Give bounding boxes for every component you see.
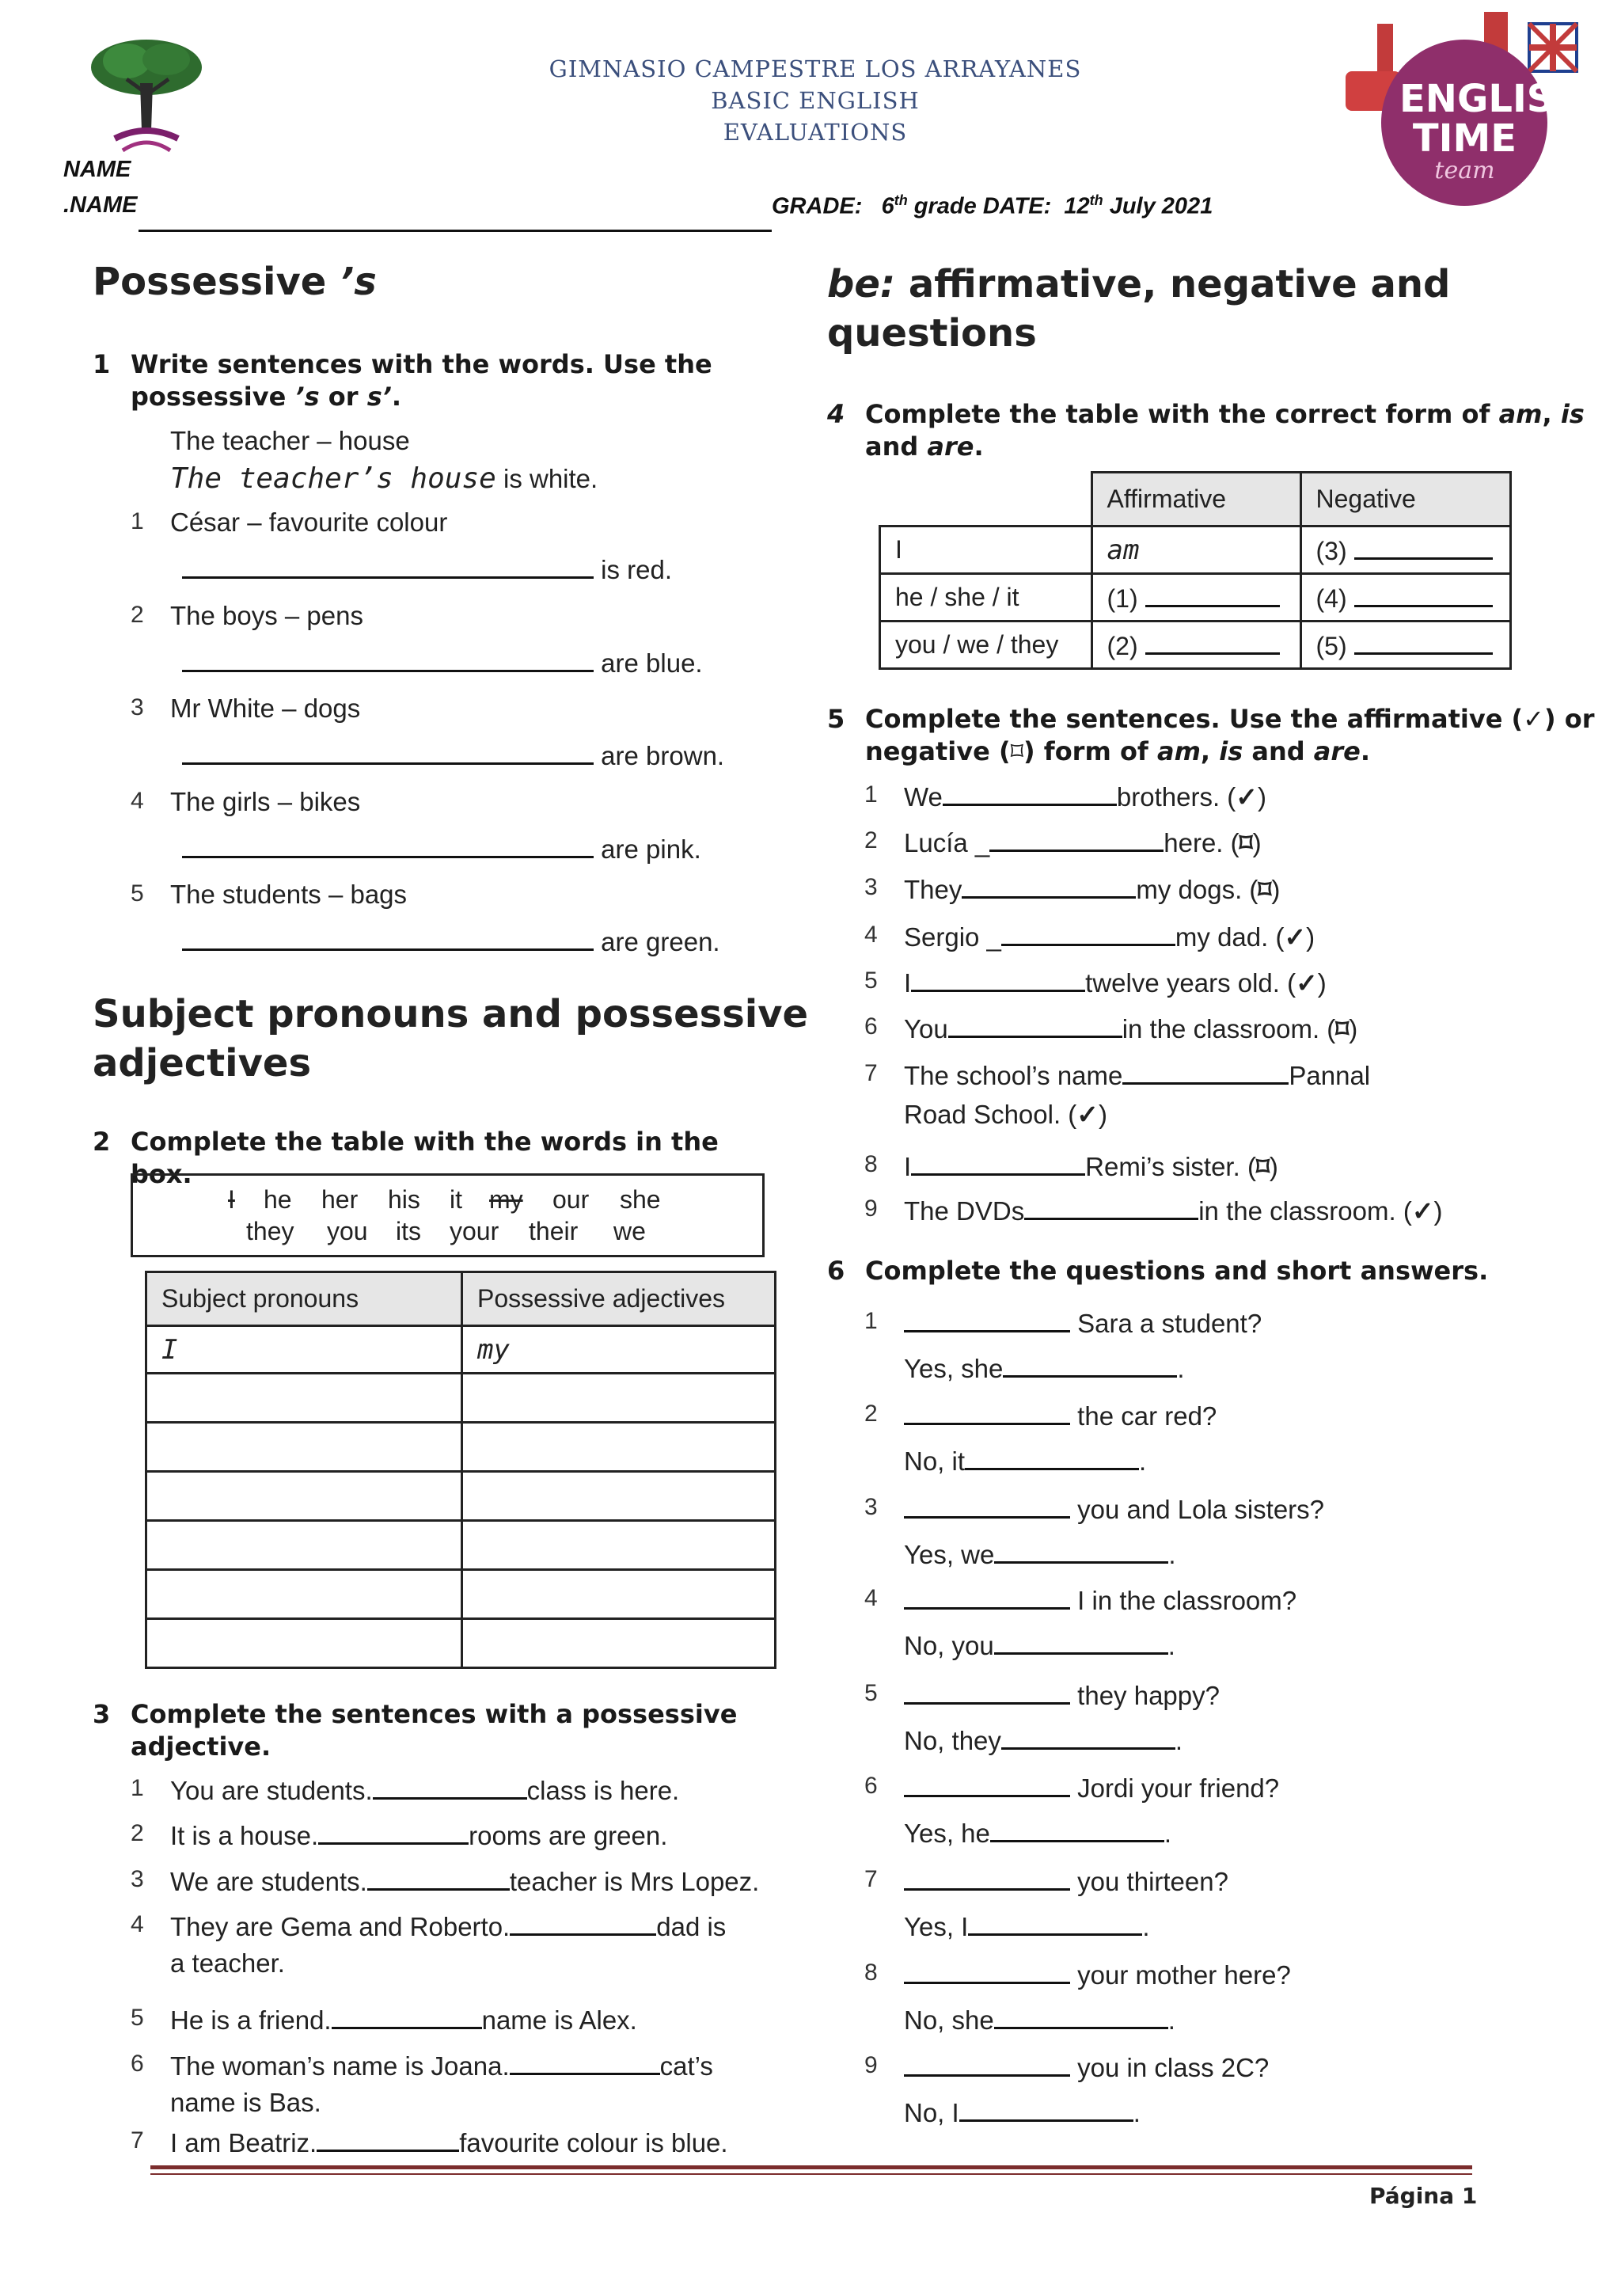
english-time-logo bbox=[1346, 8, 1586, 210]
answer-blank[interactable] bbox=[904, 1306, 1070, 1332]
item-number: 4 bbox=[131, 788, 144, 814]
column-header: Possessive adjectives bbox=[462, 1272, 776, 1326]
cross-icon: ⌑ bbox=[1239, 828, 1253, 857]
answer-blank[interactable] bbox=[943, 780, 1117, 806]
answer-blank[interactable] bbox=[904, 1865, 1070, 1891]
short-answer: Yes, she . bbox=[904, 1351, 1185, 1385]
sentence: We are students. teacher is Mrs Lopez. bbox=[170, 1865, 759, 1898]
item-number: 2 bbox=[131, 1820, 144, 1846]
table-cell-blank[interactable] bbox=[462, 1619, 776, 1668]
tick-icon: ✓ bbox=[1523, 704, 1544, 734]
item-tail: are brown. bbox=[601, 741, 725, 770]
tick-icon: ✓ bbox=[1411, 1196, 1434, 1226]
exercise-number: 3 bbox=[93, 1699, 111, 1729]
footer-rule bbox=[150, 2173, 1472, 2175]
sentence: Lucía _ here. (⌑) bbox=[904, 826, 1262, 859]
sentence: You are students. class is here. bbox=[170, 1773, 679, 1807]
item-number: 5 bbox=[864, 1680, 878, 1706]
table-cell-blank[interactable] bbox=[146, 1570, 462, 1619]
short-answer: No, you . bbox=[904, 1629, 1175, 1662]
answer-blank[interactable] bbox=[182, 832, 594, 858]
pronouns-table bbox=[145, 1271, 776, 1669]
answer-blank[interactable] bbox=[904, 1958, 1070, 1984]
answer-blank[interactable] bbox=[510, 2049, 660, 2075]
sentence: They are Gema and Roberto. dad is bbox=[170, 1910, 726, 1943]
sentence: It is a house. rooms are green. bbox=[170, 1819, 667, 1852]
table-cell-blank[interactable] bbox=[146, 1423, 462, 1472]
short-answer: No, they . bbox=[904, 1724, 1183, 1757]
answer-blank[interactable] bbox=[510, 1910, 656, 1936]
question: the car red? bbox=[904, 1399, 1217, 1432]
date-suffix: July 2021 bbox=[1109, 193, 1213, 219]
item-number: 3 bbox=[864, 1494, 878, 1520]
item-prompt: César – favourite colour bbox=[170, 507, 448, 537]
item-number: 7 bbox=[864, 1060, 878, 1086]
item-number: 4 bbox=[864, 1585, 878, 1611]
row-header: I bbox=[880, 526, 1092, 574]
short-answer: Yes, I . bbox=[904, 1910, 1150, 1943]
sentence: Sergio _ my dad. (✓) bbox=[904, 920, 1315, 953]
exercise-number: 5 bbox=[827, 704, 845, 734]
table-cell: my bbox=[462, 1326, 776, 1374]
grade-label: GRADE: bbox=[772, 193, 863, 219]
question: Jordi your friend? bbox=[904, 1771, 1279, 1804]
logo-text-english: ENGLISH bbox=[1399, 77, 1586, 121]
table-cell-blank[interactable] bbox=[462, 1521, 776, 1570]
item-answer-line bbox=[182, 925, 720, 958]
answer-blank[interactable] bbox=[911, 966, 1085, 992]
item-number: 6 bbox=[864, 1013, 878, 1040]
section-title-possessive: Possessive ’s bbox=[93, 260, 377, 304]
answer-blank[interactable] bbox=[318, 1819, 469, 1845]
item-number: 3 bbox=[131, 1866, 144, 1892]
table-cell-blank[interactable] bbox=[462, 1472, 776, 1521]
item-tail: is red. bbox=[601, 555, 673, 584]
answer-blank[interactable] bbox=[332, 2003, 482, 2029]
column-header: Affirmative bbox=[1091, 473, 1300, 526]
table-cell-blank[interactable] bbox=[462, 1423, 776, 1472]
short-answer: No, I . bbox=[904, 2096, 1141, 2129]
exercise-number: 2 bbox=[93, 1127, 111, 1157]
name-label-2: .NAME bbox=[63, 192, 138, 218]
word-box-item: their bbox=[529, 1217, 579, 1245]
sentence: I Remi’s sister. (⌑) bbox=[904, 1150, 1278, 1183]
question: you and Lola sisters? bbox=[904, 1492, 1324, 1526]
table-cell[interactable]: (4) bbox=[1300, 574, 1511, 622]
row-header: he / she / it bbox=[880, 574, 1092, 622]
word-box-item: we bbox=[613, 1217, 646, 1245]
tick-icon: ✓ bbox=[1236, 782, 1258, 812]
example-answer: The teacher’s house is white. bbox=[170, 462, 598, 495]
logo-text-time: TIME bbox=[1412, 116, 1517, 161]
cross-icon: ⌑ bbox=[1335, 1014, 1350, 1043]
sentence: I twelve years old. (✓) bbox=[904, 966, 1327, 999]
table-cell: am bbox=[1091, 526, 1300, 574]
sentence-cont: a teacher. bbox=[170, 1948, 285, 1978]
exercise-number: 6 bbox=[827, 1256, 845, 1286]
grade-sup: th bbox=[894, 192, 908, 208]
short-answer: No, she . bbox=[904, 2003, 1175, 2036]
cross-icon: ⌑ bbox=[1258, 875, 1272, 904]
school-name: GIMNASIO CAMPESTRE LOS ARRAYANES bbox=[549, 55, 1082, 82]
word-box-item: you bbox=[327, 1217, 368, 1245]
item-number: 1 bbox=[131, 1775, 144, 1801]
question: you thirteen? bbox=[904, 1865, 1228, 1898]
answer-blank[interactable] bbox=[994, 1629, 1168, 1655]
table-cell-blank[interactable] bbox=[146, 1472, 462, 1521]
answer-blank[interactable] bbox=[182, 739, 594, 765]
answer-blank[interactable] bbox=[948, 1012, 1122, 1038]
course-name: BASIC ENGLISH bbox=[711, 87, 920, 114]
document-type: EVALUATIONS bbox=[723, 119, 908, 146]
sentence: They my dogs. (⌑) bbox=[904, 872, 1280, 906]
item-number: 1 bbox=[864, 1308, 878, 1334]
answer-blank[interactable] bbox=[904, 1399, 1070, 1425]
answer-blank[interactable] bbox=[990, 1816, 1164, 1842]
item-prompt: The boys – pens bbox=[170, 601, 363, 630]
answer-blank[interactable] bbox=[182, 646, 594, 672]
table-cell[interactable]: (1) bbox=[1091, 574, 1300, 622]
date-sup: th bbox=[1089, 192, 1103, 208]
section-title-pronouns: Subject pronouns and possessive adjectives bbox=[93, 992, 809, 1085]
answer-blank[interactable] bbox=[1024, 1194, 1198, 1220]
item-number: 8 bbox=[864, 1960, 878, 1986]
item-number: 4 bbox=[131, 1911, 144, 1937]
school-logo bbox=[83, 36, 210, 170]
answer-blank[interactable] bbox=[968, 1910, 1142, 1936]
grade-value: 6 bbox=[881, 193, 894, 219]
item-number: 2 bbox=[864, 827, 878, 853]
table-cell-blank[interactable] bbox=[146, 1619, 462, 1668]
item-number: 5 bbox=[864, 967, 878, 994]
sentence: He is a friend. name is Alex. bbox=[170, 2003, 637, 2036]
exercise-number: 1 bbox=[93, 349, 111, 379]
section-title-be: be: affirmative, negative and questions bbox=[827, 262, 1451, 355]
name-blank[interactable] bbox=[139, 230, 772, 232]
tick-icon: ✓ bbox=[1284, 922, 1307, 952]
answer-blank[interactable] bbox=[911, 1150, 1085, 1176]
answer-blank[interactable] bbox=[1001, 920, 1175, 946]
table-cell[interactable]: (2) bbox=[1091, 622, 1300, 669]
question: they happy? bbox=[904, 1678, 1220, 1712]
date-value: 12 bbox=[1064, 193, 1090, 219]
table-cell-blank[interactable] bbox=[462, 1374, 776, 1423]
item-answer-line bbox=[182, 739, 724, 772]
word-box-item: I bbox=[228, 1185, 235, 1214]
item-prompt: Mr White – dogs bbox=[170, 694, 361, 723]
answer-blank[interactable] bbox=[994, 1538, 1168, 1564]
answer-blank[interactable] bbox=[904, 1678, 1070, 1705]
question: Sara a student? bbox=[904, 1306, 1262, 1340]
answer-blank[interactable] bbox=[367, 1865, 510, 1891]
sentence: The school’s name Pannal bbox=[904, 1059, 1370, 1092]
item-number: 1 bbox=[864, 781, 878, 808]
table-cell-blank[interactable] bbox=[146, 1521, 462, 1570]
answer-blank[interactable] bbox=[1122, 1059, 1289, 1085]
answer-blank[interactable] bbox=[994, 2003, 1168, 2029]
item-number: 6 bbox=[131, 2051, 144, 2077]
word-box-item: he bbox=[264, 1185, 292, 1214]
word-box-item: it bbox=[450, 1185, 462, 1214]
answer-blank[interactable] bbox=[962, 872, 1136, 899]
be-table bbox=[879, 471, 1512, 670]
item-number: 7 bbox=[864, 1866, 878, 1892]
word-box-item: your bbox=[450, 1217, 499, 1245]
item-tail: are green. bbox=[601, 927, 720, 956]
item-prompt: The girls – bikes bbox=[170, 787, 361, 816]
logo-text-team: team bbox=[1434, 157, 1495, 184]
grade-date bbox=[772, 192, 1213, 220]
answer-blank[interactable] bbox=[317, 2126, 459, 2152]
example-prompt: The teacher – house bbox=[170, 426, 410, 455]
short-answer: No, it . bbox=[904, 1444, 1146, 1477]
tick-icon: ✓ bbox=[1296, 968, 1318, 998]
item-number: 1 bbox=[131, 508, 144, 534]
table-cell-blank[interactable] bbox=[462, 1570, 776, 1619]
table-corner bbox=[880, 473, 1092, 526]
answer-blank[interactable] bbox=[989, 826, 1164, 852]
item-number: 5 bbox=[131, 2005, 144, 2031]
word-box-item: they bbox=[246, 1217, 294, 1245]
answer-blank[interactable] bbox=[904, 1771, 1070, 1797]
item-answer-line bbox=[182, 832, 701, 865]
table-cell[interactable]: (5) bbox=[1300, 622, 1511, 669]
sentence: The woman’s name is Joana. cat’s bbox=[170, 2049, 713, 2082]
answer-blank[interactable] bbox=[904, 1583, 1070, 1610]
item-tail: are pink. bbox=[601, 834, 701, 864]
tree-logo-icon bbox=[83, 36, 210, 170]
item-number: 4 bbox=[864, 922, 878, 948]
sentence: The DVDs in the classroom. (✓) bbox=[904, 1194, 1442, 1227]
footer-rule bbox=[150, 2165, 1472, 2169]
sentence: We brothers. (✓) bbox=[904, 780, 1266, 813]
item-number: 2 bbox=[864, 1401, 878, 1427]
item-number: 5 bbox=[131, 880, 144, 907]
question: your mother here? bbox=[904, 1958, 1291, 1991]
answer-blank[interactable] bbox=[182, 553, 594, 579]
item-number: 9 bbox=[864, 1196, 878, 1222]
sentence-cont: Road School. (✓) bbox=[904, 1100, 1107, 1129]
page-number: Página 1 bbox=[1369, 2183, 1478, 2209]
answer-blank[interactable] bbox=[904, 1492, 1070, 1519]
item-number: 6 bbox=[864, 1773, 878, 1799]
answer-blank[interactable] bbox=[373, 1773, 527, 1800]
answer-blank[interactable] bbox=[182, 925, 594, 951]
answer-blank[interactable] bbox=[959, 2096, 1133, 2122]
row-header: you / we / they bbox=[880, 622, 1092, 669]
sentence: I am Beatriz. favourite colour is blue. bbox=[170, 2126, 728, 2159]
item-number: 7 bbox=[131, 2127, 144, 2153]
cross-icon: ⌑ bbox=[1010, 736, 1023, 766]
item-number: 8 bbox=[864, 1151, 878, 1177]
exercise-number: 4 bbox=[827, 399, 845, 429]
item-number: 3 bbox=[864, 874, 878, 900]
word-box-item: my bbox=[489, 1185, 523, 1214]
item-number: 9 bbox=[864, 2052, 878, 2078]
question: I in the classroom? bbox=[904, 1583, 1296, 1617]
column-header: Negative bbox=[1300, 473, 1511, 526]
item-answer-line bbox=[182, 646, 703, 679]
date-label: DATE: bbox=[982, 193, 1052, 219]
short-answer: Yes, he . bbox=[904, 1816, 1171, 1849]
word-box-item: its bbox=[396, 1217, 421, 1245]
item-answer-line bbox=[182, 553, 672, 586]
column-header: Subject pronouns bbox=[146, 1272, 462, 1326]
sentence-cont: name is Bas. bbox=[170, 2088, 321, 2117]
word-box-item: his bbox=[388, 1185, 420, 1214]
answer-blank[interactable] bbox=[965, 1444, 1139, 1470]
grade-suffix: grade bbox=[913, 193, 977, 219]
sentence: You in the classroom. (⌑) bbox=[904, 1012, 1357, 1045]
answer-blank[interactable] bbox=[1003, 1351, 1177, 1378]
table-cell[interactable]: (3) bbox=[1300, 526, 1511, 574]
cross-icon: ⌑ bbox=[1255, 1152, 1270, 1181]
item-tail: are blue. bbox=[601, 648, 703, 678]
word-box-item: she bbox=[620, 1185, 661, 1214]
word-box bbox=[131, 1173, 765, 1257]
name-label: NAME bbox=[63, 157, 131, 182]
short-answer: Yes, we . bbox=[904, 1538, 1176, 1571]
word-box-item: our bbox=[552, 1185, 590, 1214]
answer-blank[interactable] bbox=[1001, 1724, 1175, 1750]
item-number: 3 bbox=[131, 694, 144, 720]
question: you in class 2C? bbox=[904, 2051, 1269, 2084]
item-number: 2 bbox=[131, 602, 144, 628]
word-box-item: her bbox=[321, 1185, 359, 1214]
table-cell-blank[interactable] bbox=[146, 1374, 462, 1423]
answer-blank[interactable] bbox=[904, 2051, 1070, 2077]
item-prompt: The students – bags bbox=[170, 880, 408, 909]
table-cell: I bbox=[146, 1326, 462, 1374]
tick-icon: ✓ bbox=[1076, 1100, 1099, 1129]
